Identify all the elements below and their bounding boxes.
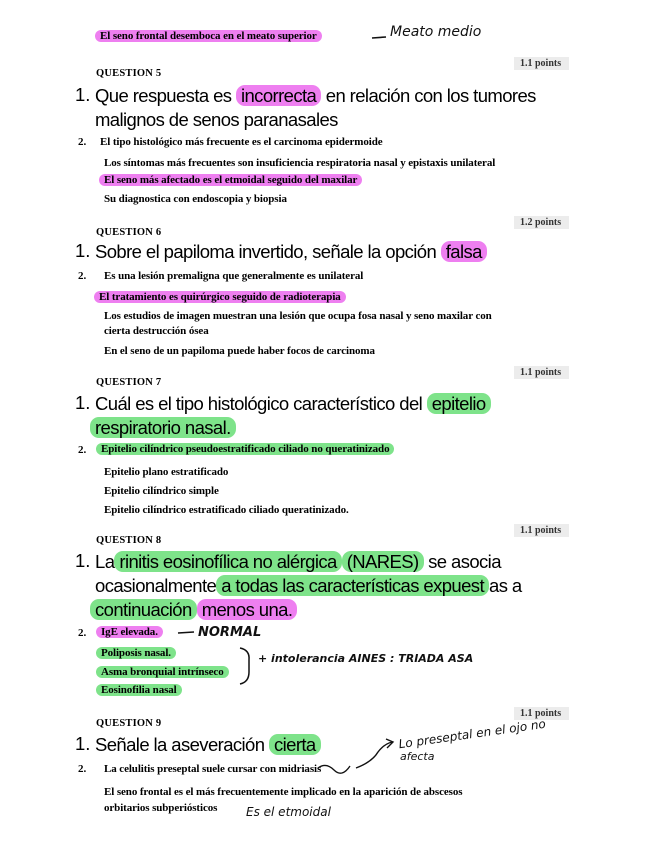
answer-option[interactable]: Eosinofilia nasal xyxy=(96,684,182,696)
question-text: Que respuesta es incorrecta en relación con los tumores malignos de senos paranasales xyxy=(95,85,536,130)
answer-option[interactable]: El seno frontal es el más frecuentemente implicado en la aparición de abscesos xyxy=(104,786,463,798)
list-marker: 2. xyxy=(78,270,87,282)
points-badge: 1.1 points xyxy=(514,366,569,379)
answer-option[interactable]: Su diagnostica con endoscopia y biopsia xyxy=(104,193,287,205)
answer-option[interactable]: Epitelio cilíndrico simple xyxy=(104,485,219,497)
question-number: 1. xyxy=(75,733,91,754)
answer-option[interactable]: Los síntomas más frecuentes son insuficiencia respiratoria nasal y epistaxis unilateral xyxy=(104,157,496,169)
points-badge: 1.1 points xyxy=(514,57,569,70)
answer-option[interactable]: IgE elevada. xyxy=(96,626,163,638)
ink-arrowhead xyxy=(386,739,393,748)
question-header: QUESTION 5 xyxy=(96,68,162,79)
question-text: Cuál es el tipo histológico característico del epitelio respiratorio nasal. xyxy=(95,392,491,440)
answer-option[interactable]: Epitelio cilíndrico pseudoestratificado ciliado no queratinizado xyxy=(96,443,394,455)
question-header: QUESTION 7 xyxy=(96,377,162,388)
handwritten-ethmoid-note: Es el etmoidal xyxy=(246,805,331,819)
answer-option[interactable]: Es una lesión premaligna que generalmente es unilateral xyxy=(104,270,364,282)
question-header: QUESTION 8 xyxy=(96,535,162,546)
question-number: 1. xyxy=(75,550,91,571)
question-text: La rinitis eosinofílica no alérgica (NARES) se asocia ocasionalmente a todas las características expuest as a continuación menos una. xyxy=(95,550,522,622)
list-marker: 2. xyxy=(78,627,87,639)
answer-option[interactable]: El seno más afectado es el etmoidal seguido del maxilar xyxy=(99,174,362,186)
ink-dash xyxy=(178,632,194,633)
list-marker: 2. xyxy=(78,763,87,775)
question-number: 1. xyxy=(75,240,91,261)
answer-option[interactable]: El tipo histológico más frecuente es el carcinoma epidermoide xyxy=(100,136,383,148)
answer-option[interactable]: El tratamiento es quirúrgico seguido de radioterapia xyxy=(94,291,346,303)
ink-arrow xyxy=(356,742,392,768)
answer-option[interactable]: Poliposis nasal. xyxy=(96,647,176,659)
points-badge: 1.1 points xyxy=(514,524,569,537)
question-header: QUESTION 6 xyxy=(96,227,162,238)
question-number: 1. xyxy=(75,84,91,105)
answer-option[interactable]: Asma bronquial intrínseco xyxy=(96,666,229,678)
answer-option-cont: orbitarios subperiósticos xyxy=(104,802,218,814)
answer-option[interactable]: En el seno de un papiloma puede haber focos de carcinoma xyxy=(104,345,375,357)
question-number: 1. xyxy=(75,392,91,413)
handwritten-normal: NORMAL xyxy=(198,625,262,640)
answer-option[interactable]: Epitelio plano estratificado xyxy=(104,466,229,478)
answer-option-cont: cierta destrucción ósea xyxy=(104,325,209,337)
answer-option[interactable]: La celulitis preseptal suele cursar con midriasis xyxy=(104,763,322,775)
handwritten-note: Meato medio xyxy=(390,24,482,40)
points-badge: 1.2 points xyxy=(514,216,569,229)
handwritten-preseptal-note: Lo preseptal en el ojo no xyxy=(397,716,547,752)
ink-scribble xyxy=(318,765,350,773)
answer-option[interactable]: Epitelio cilíndrico estratificado ciliado queratinizado. xyxy=(104,504,349,516)
list-marker: 2. xyxy=(78,444,87,456)
question-text: Señale la aseveración cierta xyxy=(95,733,321,757)
question-text: Sobre el papiloma invertido, señale la opción falsa xyxy=(95,240,487,264)
points-badge: 1.1 points xyxy=(514,707,569,720)
question-header: QUESTION 9 xyxy=(96,718,162,729)
list-marker: 2. xyxy=(78,136,87,148)
handwritten-preseptal-note-2: afecta xyxy=(400,750,435,763)
handwritten-triad-note: + intolerancia AINES : TRIADA ASA xyxy=(258,652,474,665)
ink-dash xyxy=(372,37,386,38)
answer-option[interactable]: Los estudios de imagen muestran una lesión que ocupa fosa nasal y seno maxilar con xyxy=(104,310,492,322)
ink-bracket xyxy=(240,648,249,684)
top-answer: El seno frontal desemboca en el meato superior xyxy=(95,30,322,42)
